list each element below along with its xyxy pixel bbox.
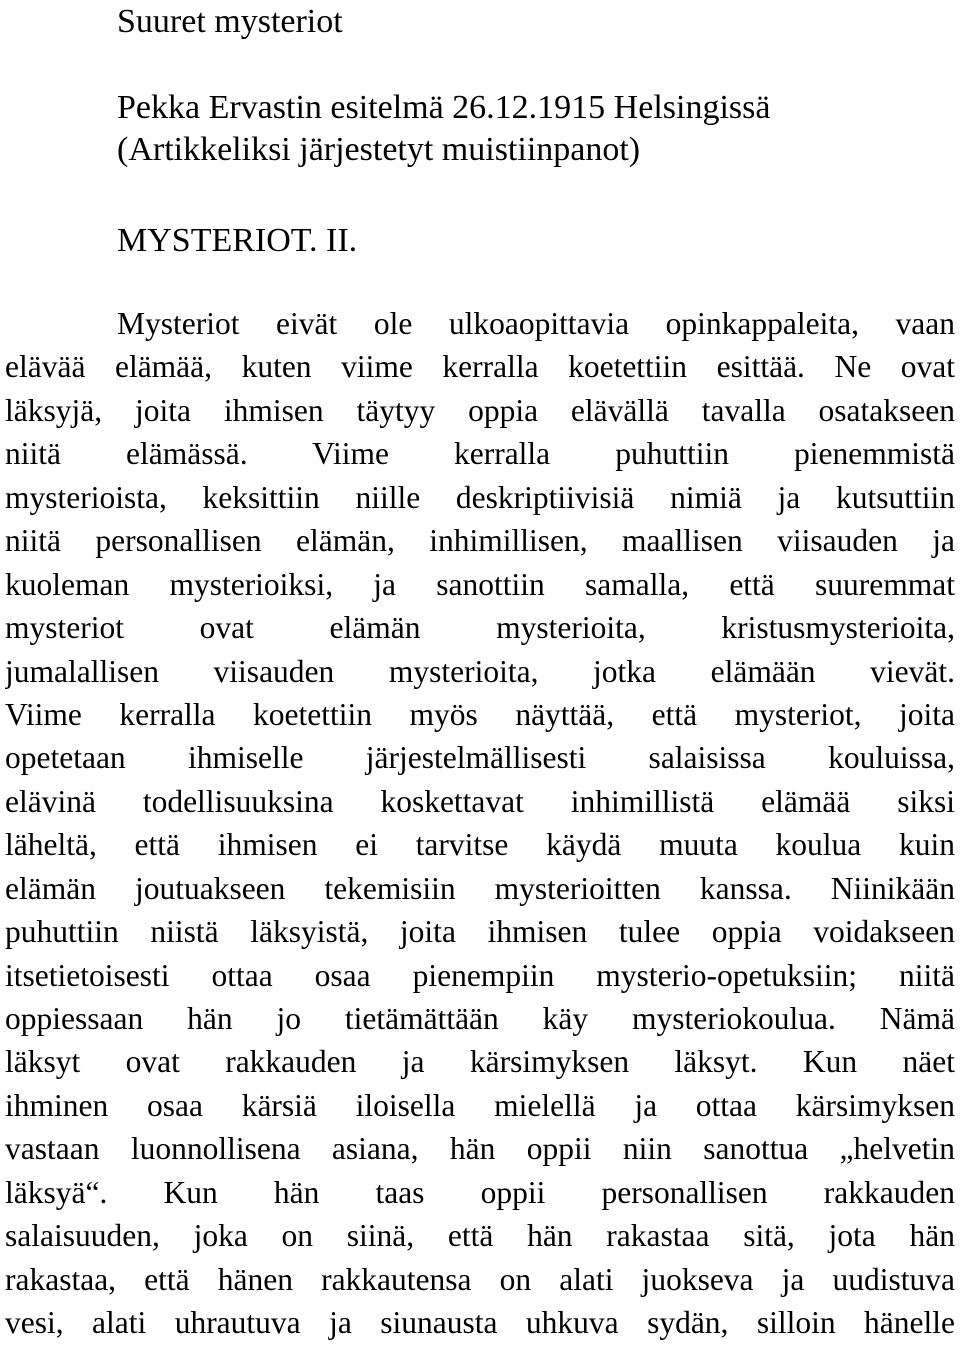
body-line: niitä elämässä. Viime kerralla puhuttiin pienemmistä [5,436,955,472]
body-line: elävää elämää, kuten viime kerralla koetettiin esittää. Ne ovat [5,349,955,385]
body-line: läheltä, että ihmisen ei tarvitse käydä muuta koulua kuin [5,827,955,863]
lecture-info-line: (Artikkeliksi järjestetyt muistiinpanot) [117,131,641,168]
body-line: läksyjä, joita ihmisen täytyy oppia elävällä tavalla osatakseen [5,392,955,428]
body-line: Viime kerralla koetettiin myös näyttää, että mysteriot, joita [5,696,955,732]
body-line: läksyä“. Kun hän taas oppii personallisen rakkauden [5,1174,955,1210]
body-line: itsetietoisesti ottaa osaa pienempiin mysterio-opetuksiin; niitä [5,957,955,993]
lecture-info [117,87,770,171]
body-line: salaisuuden, joka on siinä, että hän rakastaa sitä, jota hän [5,1218,955,1254]
body-line: puhuttiin niistä läksyistä, joita ihmisen tulee oppia voidakseen [5,914,955,950]
body-line: opetetaan ihmiselle järjestelmällisesti salaisissa kouluissa, [5,740,955,776]
body-line: ihminen osaa kärsiä iloisella mielellä ja ottaa kärsimyksen [5,1087,955,1123]
body-line: vastaan luonnollisena asiana, hän oppii niin sanottua „helvetin [5,1131,955,1167]
body-line: oppiessaan hän jo tietämättään käy mysteriokoulua. Nämä [5,1001,955,1036]
body-line: rakastaa, että hänen rakkautensa on alati juokseva ja uudistuva [5,1261,955,1297]
body-line: mysterioista, keksittiin niille deskriptiivisiä nimiä ja kutsuttiin [5,479,955,515]
body-line: jumalallisen viisauden mysterioita, jotka elämään vievät. [5,653,955,689]
body-line: elävinä todellisuuksina koskettavat inhimillistä elämää siksi [5,783,955,819]
body-line: vesi, alati uhrautuva ja siunausta uhkuva sydän, silloin hänelle [5,1305,955,1341]
body-line: Mysteriot eivät ole ulkoaopittavia opinkappaleita, vaan [117,306,955,341]
lecture-info-line: Pekka Ervastin esitelmä 26.12.1915 Helsingissä [117,89,771,126]
body-paragraph [5,302,955,1345]
body-line: niitä personallisen elämän, inhimillisen, maallisen viisauden ja [5,523,955,559]
body-line: kuoleman mysterioiksi, ja sanottiin samalla, että suuremmat [5,566,955,602]
document-title: Suuret mysteriot [117,3,343,40]
section-heading: MYSTERIOT. II. [117,222,358,259]
body-line: mysteriot ovat elämän mysterioita, kristusmysterioita, [5,610,955,646]
body-line: elämän joutuakseen tekemisiin mysterioitten kanssa. Niinikään [5,870,955,906]
body-line: läksyt ovat rakkauden ja kärsimyksen läksyt. Kun näet [5,1044,955,1080]
